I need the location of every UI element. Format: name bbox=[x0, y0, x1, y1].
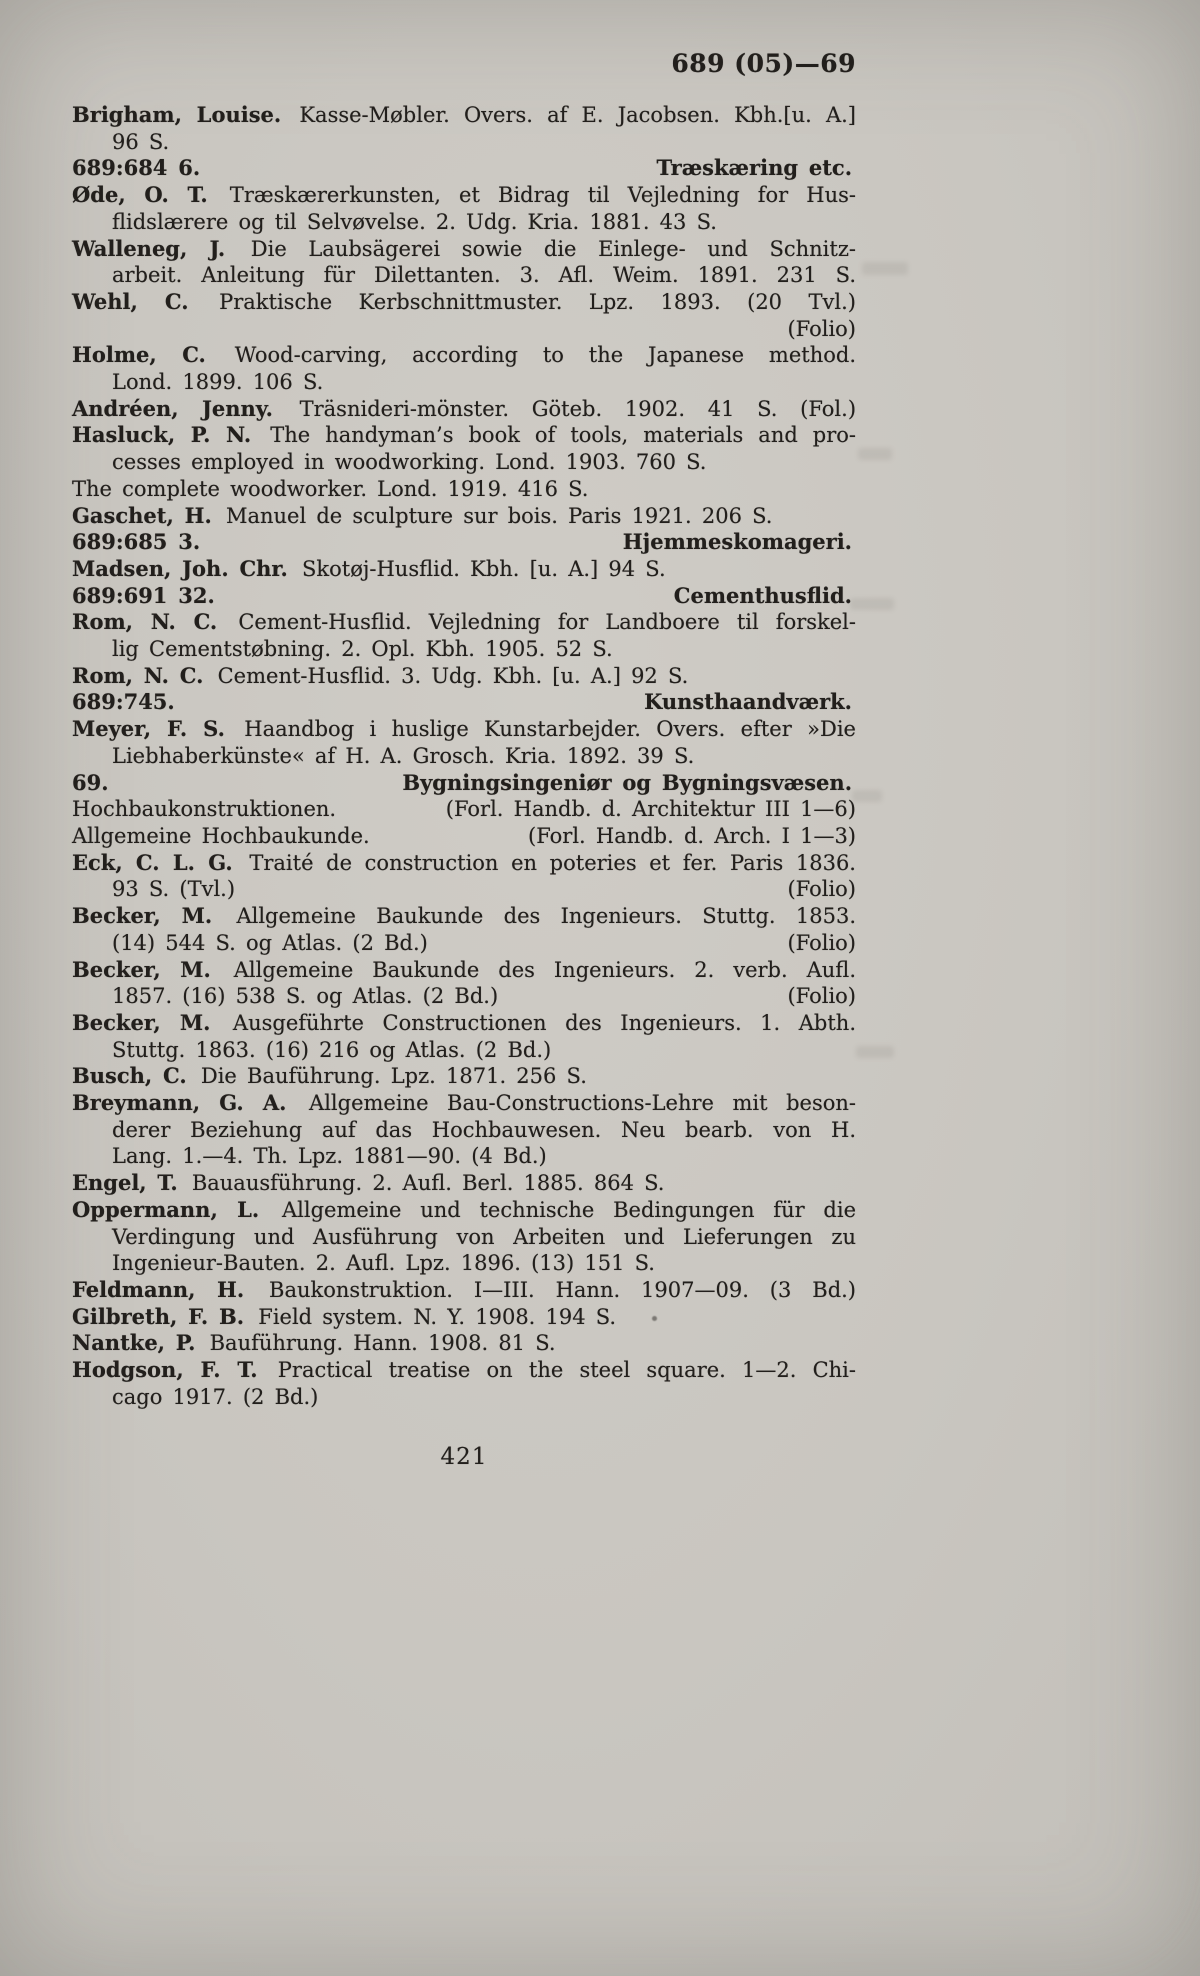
section-heading-row: 689:684 6. Træskæring etc. bbox=[72, 155, 852, 181]
entry-line: Walleneg, J. Die Laubsägerei sowie die Einlege- und Schnitz- bbox=[72, 235, 856, 261]
entry-line: Allgemeine Hochbaukunde. (Forl. Handb. d. Arch. I 1—3) bbox=[72, 823, 856, 848]
entry-line: Gilbreth, F. B. Field system. N. Y. 1908. 194 S. bbox=[72, 1303, 617, 1329]
entry-line: (14) 544 S. og Atlas. (2 Bd.) (Folio) bbox=[112, 930, 856, 955]
entry-line: lig Cementstøbning. 2. Opl. Kbh. 1905. 52 S. bbox=[112, 637, 613, 662]
entry-line: Meyer, F. S. Haandbog i huslige Kunstarbejder. Overs. efter »Die bbox=[72, 716, 856, 742]
entry-line: 93 S. (Tvl.) (Folio) bbox=[112, 877, 856, 902]
entry-line: Verdingung und Ausführung von Arbeiten und Lieferungen zu bbox=[112, 1224, 856, 1249]
entry-line: derer Beziehung auf das Hochbauwesen. Neu bearb. von H. bbox=[112, 1117, 856, 1142]
entry-line: 96 S. bbox=[112, 129, 170, 154]
entry-line: Andréen, Jenny. Träsnideri-mönster. Göteb. 1902. 41 S. (Fol.) bbox=[72, 395, 857, 421]
entry-line: Gaschet, H. Manuel de sculpture sur bois. Paris 1921. 206 S. bbox=[72, 502, 773, 528]
bleed-through-artifact bbox=[856, 1046, 894, 1058]
entry-line: Oppermann, L. Allgemeine und technische Bedingungen für die bbox=[72, 1196, 856, 1222]
entry-line: Becker, M. Ausgeführte Constructionen des Ingenieurs. 1. Abth. bbox=[72, 1009, 856, 1035]
entry-line: Nantke, P. Bauführung. Hann. 1908. 81 S. bbox=[72, 1330, 556, 1356]
entry-line: Rom, N. C. Cement-Husflid. Vejledning for Landboere til forskel- bbox=[72, 609, 856, 635]
entry-line: Lang. 1.—4. Th. Lpz. 1881—90. (4 Bd.) bbox=[112, 1144, 547, 1169]
section-heading-row: 689:745. Kunsthaandværk. bbox=[72, 689, 852, 715]
entry-line: flidslærere og til Selvøvelse. 2. Udg. Kria. 1881. 43 S. bbox=[112, 209, 717, 234]
entry-line: Becker, M. Allgemeine Baukunde des Ingenieurs. 2. verb. Aufl. bbox=[72, 956, 856, 982]
entry-line: Feldmann, H. Baukonstruktion. I—III. Hann. 1907—09. (3 Bd.) bbox=[72, 1276, 856, 1302]
entry-line: arbeit. Anleitung für Dilettanten. 3. Afl. Weim. 1891. 231 S. bbox=[112, 263, 856, 288]
bleed-through-artifact bbox=[852, 790, 882, 802]
section-heading-row: 689:685 3. Hjemmeskomageri. bbox=[72, 529, 852, 555]
bleed-through-artifact bbox=[862, 262, 908, 275]
entry-line: Madsen, Joh. Chr. Skotøj-Husflid. Kbh. [u. A.] 94 S. bbox=[72, 555, 666, 581]
entry-line: Rom, N. C. Cement-Husflid. 3. Udg. Kbh. [u. A.] 92 S. bbox=[72, 662, 689, 688]
entry-line: Hodgson, F. T. Practical treatise on the steel square. 1—2. Chi- bbox=[72, 1357, 856, 1383]
entry-list bbox=[72, 102, 856, 1410]
entry-line: Breymann, G. A. Allgemeine Bau-Constructions-Lehre mit beson- bbox=[72, 1090, 856, 1116]
entry-line: cago 1917. (2 Bd.) bbox=[112, 1384, 319, 1409]
section-heading-row: 689:691 32. Cementhusflid. bbox=[72, 582, 852, 608]
entry-line: Lond. 1899. 106 S. bbox=[112, 370, 324, 395]
entry-line: Engel, T. Bauausführung. 2. Aufl. Berl. 1885. 864 S. bbox=[72, 1170, 665, 1196]
entry-line: Eck, C. L. G. Traité de construction en poteries et fer. Paris 1836. bbox=[72, 849, 856, 875]
page-number: 421 bbox=[440, 1444, 488, 1471]
entry-line: Øde, O. T. Træskærerkunsten, et Bidrag til Vejledning for Hus- bbox=[72, 182, 856, 208]
entry-line: Stuttg. 1863. (16) 216 og Atlas. (2 Bd.) bbox=[112, 1037, 552, 1062]
entry-line: The complete woodworker. Lond. 1919. 416 S. bbox=[72, 476, 589, 501]
entry-line: Ingenieur-Bauten. 2. Aufl. Lpz. 1896. (13) 151 S. bbox=[112, 1251, 655, 1276]
entry-line: Hasluck, P. N. The handyman’s book of tools, materials and pro- bbox=[72, 422, 857, 448]
entry-line: Liebhaberkünste« af H. A. Grosch. Kria. 1892. 39 S. bbox=[112, 743, 695, 768]
entry-line: Holme, C. Wood-carving, according to the Japanese method. bbox=[72, 342, 857, 368]
entry-line: Wehl, C. Praktische Kerbschnittmuster. Lpz. 1893. (20 Tvl.) bbox=[72, 288, 856, 314]
entry-line: Brigham, Louise. Kasse-Møbler. Overs. af E. Jacobsen. Kbh.[u. A.] bbox=[72, 102, 856, 127]
entry-line: Becker, M. Allgemeine Baukunde des Ingenieurs. Stuttg. 1853. bbox=[72, 903, 857, 929]
entry-line: Busch, C. Die Bauführung. Lpz. 1871. 256 S. bbox=[72, 1063, 587, 1089]
section-heading-row: 69. Bygningsingeniør og Bygningsvæsen. bbox=[72, 769, 852, 795]
entry-line: cesses employed in woodworking. Lond. 1903. 760 S. bbox=[112, 450, 707, 475]
entry-line: (Folio) bbox=[787, 316, 856, 341]
bleed-through-artifact bbox=[850, 598, 894, 610]
running-head-classification: 689 (05)—69 bbox=[671, 49, 856, 78]
bleed-through-artifact bbox=[858, 448, 892, 460]
entry-line: 1857. (16) 538 S. og Atlas. (2 Bd.) (Folio) bbox=[112, 984, 856, 1009]
entry-line: Hochbaukonstruktionen. (Forl. Handb. d. Architektur III 1—6) bbox=[72, 797, 856, 822]
content-column bbox=[72, 0, 856, 1470]
